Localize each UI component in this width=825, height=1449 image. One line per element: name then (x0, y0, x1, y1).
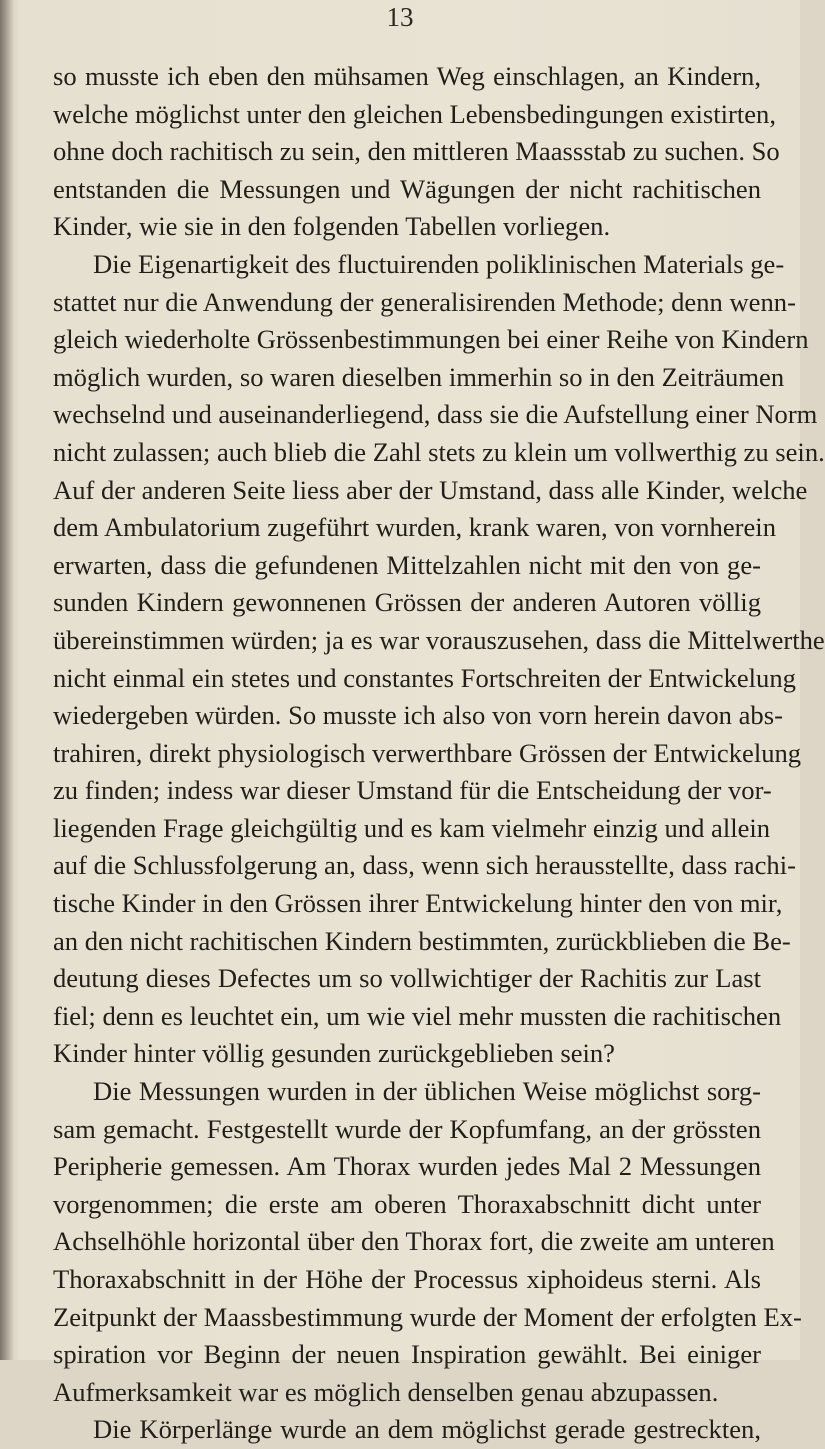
text-line: stattet nur die Anwendung der generalisirenden Methode; denn wenn- (53, 286, 796, 317)
text-line: wechselnd und auseinanderliegend, dass sie die Aufstellung einer Norm (53, 399, 818, 430)
paragraph-end-line: Kinder, wie sie in den folgenden Tabellen vorliegen. (53, 211, 611, 242)
text-line: Auf der anderen Seite liess aber der Umstand, dass alle Kinder, welche (53, 474, 808, 505)
paragraph-start-line: Die Körperlänge wurde an dem möglichst gerade gestreckten, (93, 1414, 761, 1445)
text-line: ohne doch rachitisch zu sein, den mittleren Maassstab zu suchen. So (53, 136, 780, 167)
text-line: entstanden die Messungen und Wägungen der nicht rachitischen (53, 173, 761, 204)
text-line: welche möglichst unter den gleichen Lebensbedingungen existirten, (53, 98, 776, 129)
text-line: an den nicht rachitischen Kindern bestimmten, zurückblieben die Be- (53, 925, 791, 956)
text-line: nicht einmal ein stetes und constantes Fortschreiten der Entwickelung (53, 662, 796, 693)
text-line: trahiren, direkt physiologisch verwerthbare Grössen der Entwickelung (53, 737, 802, 768)
text-line: gleich wiederholte Grössenbestimmungen bei einer Reihe von Kindern (53, 324, 809, 355)
text-line: fiel; denn es leuchtet ein, um wie viel mehr mussten die rachitischen (53, 1000, 782, 1031)
text-line: Achselhöhle horizontal über den Thorax fort, die zweite am unteren (53, 1226, 775, 1257)
paragraph-start-line: Die Eigenartigkeit des fluctuirenden poliklinischen Materials ge- (93, 248, 785, 279)
text-line: erwarten, dass die gefundenen Mittelzahlen nicht mit den von ge- (53, 549, 761, 580)
paragraph-end-line: Aufmerksamkeit war es möglich denselben genau abzupassen. (53, 1376, 719, 1407)
text-line: sam gemacht. Festgestellt wurde der Kopfumfang, an der grössten (53, 1113, 761, 1144)
text-line: spiration vor Beginn der neuen Inspiration gewählt. Bei einiger (53, 1339, 761, 1370)
text-line: auf die Schlussfolgerung an, dass, wenn sich herausstellte, dass rachi- (53, 850, 796, 881)
body-text (53, 58, 825, 1449)
page-number: 13 (386, 2, 414, 32)
text-line: zu finden; indess war dieser Umstand für die Entscheidung der vor- (53, 775, 772, 806)
text-line: wiedergeben würden. So musste ich also von vorn herein davon abs- (53, 700, 783, 731)
text-line: dem Ambulatorium zugeführt wurden, krank waren, von vornherein (53, 512, 776, 543)
text-line: tische Kinder in den Grössen ihrer Entwickelung hinter den von mir, (53, 888, 783, 919)
text-line: vorgenommen; die erste am oberen Thoraxabschnitt dicht unter (53, 1188, 761, 1219)
text-line: Zeitpunkt der Maassbestimmung wurde der Moment der erfolgten Ex- (53, 1301, 802, 1332)
text-line: übereinstimmen würden; ja es war vorauszusehen, dass die Mittelwerthe (53, 624, 825, 655)
text-line: liegenden Frage gleichgültig und es kam vielmehr einzig und allein (53, 812, 771, 843)
text-line: Thoraxabschnitt in der Höhe der Processus xiphoideus sterni. Als (53, 1264, 761, 1294)
text-line: sunden Kindern gewonnenen Grössen der anderen Autoren völlig (53, 587, 761, 618)
spine-shadow (0, 0, 14, 1360)
text-line: deutung dieses Defectes um so vollwichtiger der Rachitis zur Last (53, 963, 761, 994)
paragraph-start-line: Die Messungen wurden in der üblichen Weise möglichst sorg- (93, 1076, 761, 1107)
text-line: so musste ich eben den mühsamen Weg einschlagen, an Kindern, (53, 61, 761, 91)
text-line: nicht zulassen; auch blieb die Zahl stets zu klein um vollwerthig zu sein. (53, 436, 825, 467)
text-line: möglich wurden, so waren dieselben immerhin so in den Zeiträumen (53, 361, 785, 392)
paragraph-end-line: Kinder hinter völlig gesunden zurückgeblieben sein? (53, 1038, 615, 1069)
text-line: Peripherie gemessen. Am Thorax wurden jedes Mal 2 Messungen (53, 1151, 761, 1182)
